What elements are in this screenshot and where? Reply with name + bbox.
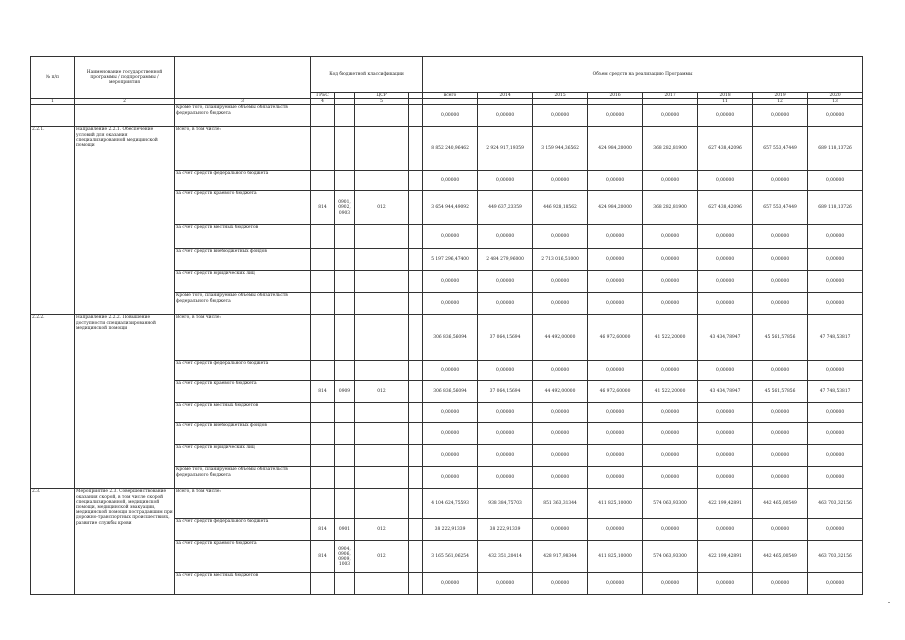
row-value: 2 484 279,96000 — [478, 249, 533, 271]
row-grbs — [311, 105, 335, 127]
colnum-3: 3 — [175, 99, 311, 105]
row-funding-source: Всего, в том числе: — [175, 127, 311, 171]
row-value: 0,00000 — [643, 403, 698, 423]
row-value: 442 465,00549 — [753, 489, 808, 519]
row-vr — [409, 467, 423, 489]
row-value: 0,00000 — [533, 519, 588, 541]
row-value: 0,00000 — [588, 293, 643, 315]
row-funding-source: за счет средств внебюджетных фондов — [175, 249, 311, 271]
row-number: 2.3. — [31, 489, 75, 595]
row-grbs — [311, 249, 335, 271]
header-year-2018: 2018 — [698, 93, 753, 99]
row-value: 422 199,42891 — [698, 541, 753, 573]
row-value: 0,00000 — [808, 445, 863, 467]
row-csr — [355, 105, 409, 127]
header-year-2020: 2020 — [808, 93, 863, 99]
row-value: 0,00000 — [808, 423, 863, 445]
row-value: 3 654 944,49092 — [423, 191, 478, 225]
program-funding-table — [30, 56, 863, 595]
row-value: 0,00000 — [753, 467, 808, 489]
colnum-2: 2 — [75, 99, 175, 105]
row-grbs: 814 — [311, 541, 335, 573]
row-value: 0,00000 — [753, 271, 808, 293]
row-grbs — [311, 423, 335, 445]
row-csr — [355, 293, 409, 315]
row-value: 306 836,56094 — [423, 315, 478, 361]
colnum-13: 13 — [808, 99, 863, 105]
row-grbs — [311, 573, 335, 595]
row-value: 0,00000 — [533, 225, 588, 249]
row-vr — [409, 315, 423, 361]
row-value: 0,00000 — [423, 171, 478, 191]
row-vr — [409, 573, 423, 595]
row-value: 0,00000 — [423, 445, 478, 467]
row-funding-source: за счет средств краевого бюджета — [175, 191, 311, 225]
row-value: 0,00000 — [808, 361, 863, 381]
row-grbs — [311, 445, 335, 467]
row-funding-source: за счет средств краевого бюджета — [175, 541, 311, 573]
table-body — [31, 105, 863, 595]
row-grbs: 814 — [311, 191, 335, 225]
row-value: 4 104 624,75593 — [423, 489, 478, 519]
row-grbs — [311, 171, 335, 191]
row-value: 5 197 296,47400 — [423, 249, 478, 271]
row-value: 0,00000 — [808, 105, 863, 127]
row-funding-source: за счет средств местных бюджетов — [175, 573, 311, 595]
row-value: 851 363,31344 — [533, 489, 588, 519]
row-grbs — [311, 467, 335, 489]
row-value: 0,00000 — [533, 361, 588, 381]
header-name: Наименование государственной программы / подпрограммы / мероприятия — [75, 57, 175, 99]
row-rzpr — [335, 293, 355, 315]
row-value: 0,00000 — [808, 249, 863, 271]
row-value: 37 064,15694 — [478, 381, 533, 403]
row-csr — [355, 489, 409, 519]
row-value: 0,00000 — [478, 573, 533, 595]
row-value: 0,00000 — [808, 293, 863, 315]
row-value: 0,00000 — [753, 249, 808, 271]
row-value: 45 561,57856 — [753, 381, 808, 403]
table-row — [31, 105, 863, 127]
row-value: 0,00000 — [643, 573, 698, 595]
row-grbs: 814 — [311, 519, 335, 541]
row-csr — [355, 225, 409, 249]
row-value: 411 825,10000 — [588, 541, 643, 573]
row-number: 2.2.1. — [31, 127, 75, 315]
row-value: 0,00000 — [588, 361, 643, 381]
row-value: 657 553,47449 — [753, 127, 808, 171]
row-value: 368 282,81900 — [643, 127, 698, 171]
row-vr — [409, 127, 423, 171]
row-value: 0,00000 — [423, 105, 478, 127]
row-value: 0,00000 — [753, 361, 808, 381]
row-value: 0,00000 — [588, 171, 643, 191]
row-value: 574 063,93300 — [643, 541, 698, 573]
header-source — [175, 57, 311, 99]
row-grbs — [311, 293, 335, 315]
row-value: 0,00000 — [423, 423, 478, 445]
row-value: 37 064,15694 — [478, 315, 533, 361]
row-value: 43 434,78947 — [698, 315, 753, 361]
row-funding-source: Всего, в том числе: — [175, 489, 311, 519]
row-csr — [355, 573, 409, 595]
row-value: 0,00000 — [643, 271, 698, 293]
colnum-12: 12 — [753, 99, 808, 105]
header-year-2019: 2019 — [753, 93, 808, 99]
row-value: 0,00000 — [753, 519, 808, 541]
row-value: 0,00000 — [588, 249, 643, 271]
header-year-total: всего — [423, 93, 478, 99]
row-value: 47 748,53817 — [808, 381, 863, 403]
row-funding-source: за счет средств федерального бюджета — [175, 171, 311, 191]
row-rzpr — [335, 171, 355, 191]
row-grbs — [311, 315, 335, 361]
row-number — [31, 105, 75, 127]
row-value: 0,00000 — [753, 403, 808, 423]
row-value: 3 159 944,36562 — [533, 127, 588, 171]
row-value: 46 972,60000 — [588, 381, 643, 403]
row-rzpr — [335, 105, 355, 127]
row-value: 0,00000 — [478, 403, 533, 423]
row-value: 432 351,20414 — [478, 541, 533, 573]
row-vr — [409, 489, 423, 519]
row-value: 0,00000 — [533, 403, 588, 423]
row-value: 0,00000 — [808, 403, 863, 423]
row-value: 0,00000 — [643, 293, 698, 315]
row-value: 424 984,20000 — [588, 127, 643, 171]
row-csr: 012 — [355, 191, 409, 225]
header-num: № п/п — [31, 57, 75, 99]
row-csr — [355, 171, 409, 191]
row-funding-source: Кроме того, планируемые объемы обязательств федерального бюджета — [175, 293, 311, 315]
row-funding-source: за счет средств местных бюджетов — [175, 225, 311, 249]
row-value: 0,00000 — [478, 361, 533, 381]
row-value: 0,00000 — [698, 573, 753, 595]
row-rzpr — [335, 361, 355, 381]
row-csr: 012 — [355, 381, 409, 403]
colnum-5: 5 — [355, 99, 409, 105]
row-vr — [409, 293, 423, 315]
row-value: 0,00000 — [808, 171, 863, 191]
row-csr — [355, 249, 409, 271]
row-value: 41 522,20000 — [643, 381, 698, 403]
row-value: 2 924 917,19359 — [478, 127, 533, 171]
row-value: 0,00000 — [698, 445, 753, 467]
row-rzpr — [335, 249, 355, 271]
row-value: 0,00000 — [533, 105, 588, 127]
header-year-2017: 2017 — [643, 93, 698, 99]
row-value: 0,00000 — [588, 403, 643, 423]
row-value: 689 118,13726 — [808, 127, 863, 171]
row-value: 0,00000 — [588, 423, 643, 445]
row-vr — [409, 271, 423, 293]
row-value: 0,00000 — [753, 423, 808, 445]
row-csr — [355, 315, 409, 361]
row-value: 0,00000 — [808, 225, 863, 249]
row-value: 689 118,13726 — [808, 191, 863, 225]
budget-table-page — [30, 56, 862, 595]
row-csr: 012 — [355, 541, 409, 573]
row-value: 0,00000 — [478, 271, 533, 293]
row-value: 574 063,93300 — [643, 489, 698, 519]
row-grbs — [311, 403, 335, 423]
row-value: 0,00000 — [423, 573, 478, 595]
row-value: 38 222,91339 — [423, 519, 478, 541]
row-item-name: Направление 2.2.1. Обеспечение условий для оказания специализированной медицинской помощи — [75, 127, 175, 315]
row-rzpr: 0909 — [335, 381, 355, 403]
row-value: 45 561,57856 — [753, 315, 808, 361]
row-value: 0,00000 — [533, 293, 588, 315]
row-value: 0,00000 — [588, 271, 643, 293]
row-csr — [355, 361, 409, 381]
row-value: 0,00000 — [698, 519, 753, 541]
row-csr — [355, 403, 409, 423]
row-value: 0,00000 — [478, 171, 533, 191]
row-value: 0,00000 — [698, 249, 753, 271]
row-value: 0,00000 — [643, 105, 698, 127]
row-value: 463 703,32156 — [808, 489, 863, 519]
row-funding-source: за счет средств юридических лиц — [175, 271, 311, 293]
row-value: 0,00000 — [643, 467, 698, 489]
row-value: 0,00000 — [698, 361, 753, 381]
row-rzpr — [335, 315, 355, 361]
row-value: 0,00000 — [698, 467, 753, 489]
row-value: 3 165 561,06254 — [423, 541, 478, 573]
row-rzpr — [335, 573, 355, 595]
row-value: 0,00000 — [643, 519, 698, 541]
row-value: 446 928,18562 — [533, 191, 588, 225]
row-value: 0,00000 — [588, 573, 643, 595]
row-funding-source: за счет средств федерального бюджета — [175, 361, 311, 381]
row-value: 41 522,20000 — [643, 315, 698, 361]
row-rzpr — [335, 225, 355, 249]
row-csr — [355, 271, 409, 293]
row-funding-source: за счет средств федерального бюджета — [175, 519, 311, 541]
row-value: 422 199,42891 — [698, 489, 753, 519]
row-csr — [355, 467, 409, 489]
row-value: 0,00000 — [533, 467, 588, 489]
row-value: 0,00000 — [698, 105, 753, 127]
row-value: 43 434,78947 — [698, 381, 753, 403]
row-item-name: Мероприятие 2.3. Совершенствование оказания скорой, в том числе скорой специализированной, медицинской помощи, медицинской эвакуации, медицинской помощи пострадавшим при дорожно-транспортных происшествиях, развитие службы крови — [75, 489, 175, 595]
row-rzpr — [335, 271, 355, 293]
row-funding-source: Всего, в том числе: — [175, 315, 311, 361]
row-funding-source: Кроме того, планируемые объемы обязательств федерального бюджета — [175, 467, 311, 489]
row-grbs — [311, 489, 335, 519]
row-value: 627 438,42096 — [698, 191, 753, 225]
row-value: 306 836,56094 — [423, 381, 478, 403]
row-value: 424 984,20000 — [588, 191, 643, 225]
row-value: 0,00000 — [643, 171, 698, 191]
row-value: 8 852 240,96462 — [423, 127, 478, 171]
row-rzpr: 0901 — [335, 519, 355, 541]
row-funding-source: за счет средств внебюджетных фондов — [175, 423, 311, 445]
row-value: 0,00000 — [698, 403, 753, 423]
row-value: 0,00000 — [588, 467, 643, 489]
row-vr — [409, 249, 423, 271]
header-year-2015: 2015 — [533, 93, 588, 99]
row-rzpr — [335, 467, 355, 489]
table-row — [31, 127, 863, 171]
row-csr — [355, 445, 409, 467]
page-mark — [888, 602, 890, 603]
row-value: 0,00000 — [643, 423, 698, 445]
row-value: 0,00000 — [643, 361, 698, 381]
row-value: 0,00000 — [753, 105, 808, 127]
row-vr — [409, 191, 423, 225]
row-value: 0,00000 — [698, 171, 753, 191]
row-value: 0,00000 — [533, 171, 588, 191]
row-vr — [409, 361, 423, 381]
row-value: 0,00000 — [643, 249, 698, 271]
row-vr — [409, 541, 423, 573]
row-value: 47 748,53817 — [808, 315, 863, 361]
header-funding-group: Объем средств на реализацию Программы — [423, 57, 863, 93]
row-value: 0,00000 — [753, 445, 808, 467]
table-row — [31, 315, 863, 361]
row-value: 0,00000 — [478, 423, 533, 445]
row-value: 411 825,10000 — [588, 489, 643, 519]
row-value: 38 222,91339 — [478, 519, 533, 541]
header-csr: ЦСР — [355, 93, 409, 99]
row-value: 0,00000 — [698, 293, 753, 315]
row-grbs — [311, 361, 335, 381]
row-value: 0,00000 — [808, 467, 863, 489]
row-funding-source: за счет средств местных бюджетов — [175, 403, 311, 423]
row-value: 0,00000 — [753, 171, 808, 191]
header-code-group: Код бюджетной классификации — [311, 57, 423, 93]
row-value: 0,00000 — [533, 423, 588, 445]
row-value: 0,00000 — [588, 519, 643, 541]
row-vr — [409, 105, 423, 127]
row-funding-source: за счет средств краевого бюджета — [175, 381, 311, 403]
row-grbs — [311, 225, 335, 249]
row-value: 449 637,23359 — [478, 191, 533, 225]
row-value: 0,00000 — [808, 271, 863, 293]
header-grbs: ГРБС — [311, 93, 335, 99]
row-value: 0,00000 — [643, 445, 698, 467]
row-number: 2.2.2. — [31, 315, 75, 489]
row-value: 0,00000 — [588, 445, 643, 467]
row-value: 0,00000 — [698, 423, 753, 445]
row-value: 442 465,00549 — [753, 541, 808, 573]
row-value: 0,00000 — [423, 361, 478, 381]
colnum-4: 4 — [311, 99, 335, 105]
row-vr — [409, 423, 423, 445]
colnum-1: 1 — [31, 99, 75, 105]
row-value: 0,00000 — [423, 225, 478, 249]
row-value: 0,00000 — [423, 271, 478, 293]
row-value: 0,00000 — [478, 105, 533, 127]
row-rzpr — [335, 445, 355, 467]
row-rzpr: 0904, 0906, 0909, 1003 — [335, 541, 355, 573]
row-rzpr — [335, 489, 355, 519]
row-value: 0,00000 — [753, 293, 808, 315]
row-value: 657 553,47449 — [753, 191, 808, 225]
row-value: 0,00000 — [753, 573, 808, 595]
row-vr — [409, 225, 423, 249]
row-value: 44 492,00000 — [533, 315, 588, 361]
row-grbs: 814 — [311, 381, 335, 403]
row-value: 0,00000 — [588, 105, 643, 127]
row-value: 0,00000 — [478, 445, 533, 467]
row-vr — [409, 171, 423, 191]
row-value: 2 713 016,51000 — [533, 249, 588, 271]
row-value: 0,00000 — [808, 573, 863, 595]
row-funding-source: Кроме того, планируемые объемы обязательств федерального бюджета — [175, 105, 311, 127]
row-value: 463 703,32156 — [808, 541, 863, 573]
row-item-name: Направление 2.2.2. Повышение доступности специализированной медицинской помощи — [75, 315, 175, 489]
row-grbs — [311, 127, 335, 171]
row-value: 0,00000 — [533, 573, 588, 595]
row-value: 938 384,75703 — [478, 489, 533, 519]
row-rzpr — [335, 127, 355, 171]
row-value: 46 972,60000 — [588, 315, 643, 361]
row-vr — [409, 519, 423, 541]
row-value: 0,00000 — [478, 467, 533, 489]
row-item-name — [75, 105, 175, 127]
row-value: 0,00000 — [698, 271, 753, 293]
row-value: 428 917,98344 — [533, 541, 588, 573]
row-rzpr — [335, 403, 355, 423]
row-vr — [409, 445, 423, 467]
row-value: 44 492,00000 — [533, 381, 588, 403]
row-value: 0,00000 — [423, 467, 478, 489]
row-value: 0,00000 — [423, 403, 478, 423]
table-row — [31, 489, 863, 519]
row-value: 0,00000 — [753, 225, 808, 249]
row-csr — [355, 127, 409, 171]
row-value: 0,00000 — [643, 225, 698, 249]
colnum-11: 11 — [698, 99, 753, 105]
row-value: 0,00000 — [808, 519, 863, 541]
row-vr — [409, 403, 423, 423]
row-csr — [355, 423, 409, 445]
row-value: 0,00000 — [533, 445, 588, 467]
row-rzpr: 0901, 0902, 0903 — [335, 191, 355, 225]
row-csr: 012 — [355, 519, 409, 541]
row-value: 0,00000 — [698, 225, 753, 249]
row-value: 0,00000 — [478, 225, 533, 249]
row-vr — [409, 381, 423, 403]
row-rzpr — [335, 423, 355, 445]
row-grbs — [311, 271, 335, 293]
row-value: 0,00000 — [533, 271, 588, 293]
header-year-2014: 2014 — [478, 93, 533, 99]
row-value: 0,00000 — [478, 293, 533, 315]
row-funding-source: за счет средств юридических лиц — [175, 445, 311, 467]
row-value: 0,00000 — [423, 293, 478, 315]
header-year-2016: 2016 — [588, 93, 643, 99]
row-value: 368 282,81900 — [643, 191, 698, 225]
row-value: 627 438,42096 — [698, 127, 753, 171]
row-value: 0,00000 — [588, 225, 643, 249]
